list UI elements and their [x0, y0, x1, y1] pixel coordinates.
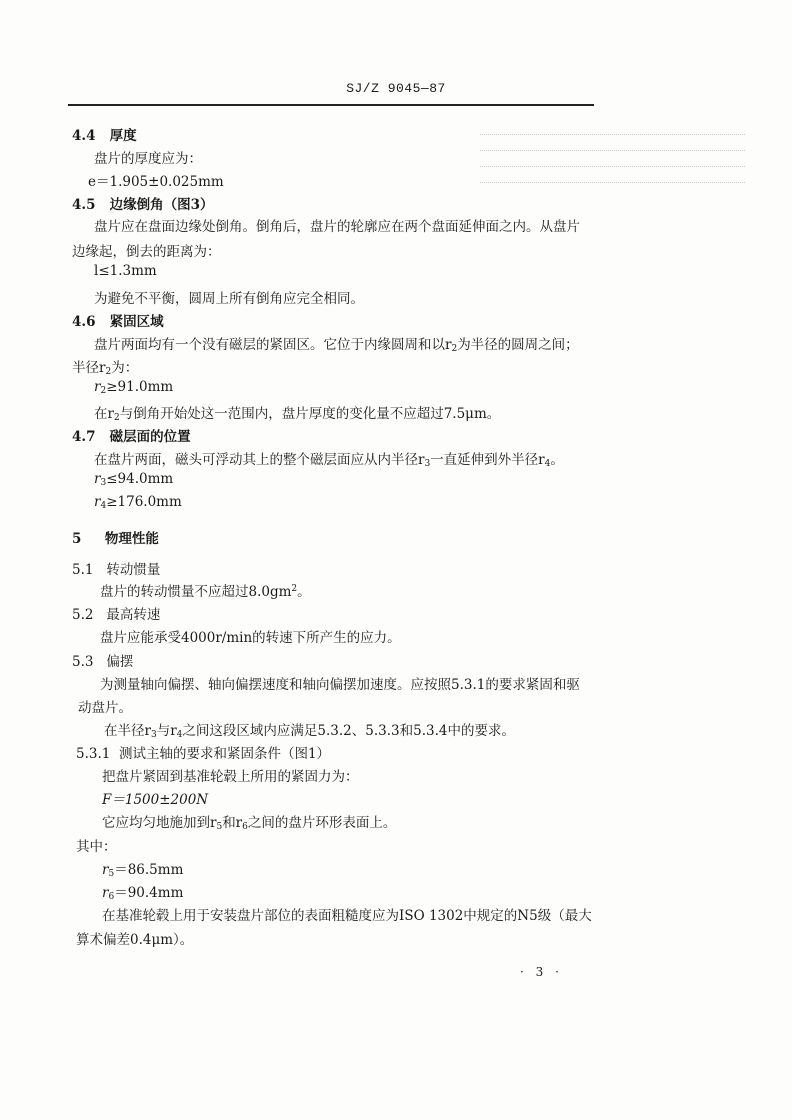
paragraph: 动盘片。: [78, 700, 132, 716]
header-rule: [68, 104, 594, 106]
section-heading-5-1: 5.1 转动惯量: [72, 562, 161, 578]
scan-artifact: [480, 166, 745, 167]
paragraph: 在基准轮毂上用于安装盘片部位的表面粗糙度应为ISO 1302中规定的N5级（最大: [102, 908, 592, 924]
scan-artifact: [480, 150, 745, 151]
formula: $r_3\le 94.0mm$: [94, 471, 174, 488]
paragraph: 在半径$r_3$与$r_4$之间这段区域内应满足5.3.2、5.3.3和5.3.4中的要求。: [104, 723, 515, 740]
section-heading-5-3-1: 5.3.1 测试主轴的要求和紧固条件（图1）: [76, 746, 331, 762]
section-heading-5-3: 5.3 偏摆: [72, 654, 134, 670]
paragraph: 半径$r_2$为：: [72, 360, 139, 377]
paragraph: 为测量轴向偏摆、轴向偏摆速度和轴向偏摆加速度。应按照5.3.1的要求紧固和驱: [100, 677, 580, 693]
paragraph: 为避免不平衡，圆周上所有倒角应完全相同。: [94, 291, 364, 307]
paragraph: 边缘起，倒去的距离为：: [72, 244, 221, 260]
page-number: · 3 ·: [520, 965, 563, 979]
formula: F＝1500±200N: [102, 792, 209, 808]
formula: e＝1.905±0.025mm: [88, 174, 224, 190]
formula: $r_6=90.4mm$: [102, 885, 184, 902]
paragraph: 它应均匀地施加到$r_5$和$r_6$之间的盘片环形表面上。: [102, 815, 397, 832]
paragraph: 盘片的厚度应为：: [94, 151, 202, 167]
paragraph: 盘片应能承受4000r/min的转速下所产生的应力。: [100, 630, 401, 646]
scan-artifact: [480, 182, 745, 183]
section-heading-4-5: 4.5 边缘倒角（图3）: [72, 197, 214, 213]
section-heading-5-2: 5.2 最高转速: [72, 607, 161, 623]
scan-artifact: [480, 134, 745, 135]
formula: $r_5=86.5mm$: [102, 862, 184, 879]
section-heading-4-4: 4.4 厚度: [72, 128, 137, 144]
paragraph: 盘片的转动惯量不应超过$8.0gm^2$。: [100, 584, 311, 600]
paragraph: 在$r_2$与倒角开始处这一范围内，盘片厚度的变化量不应超过7.5μm。: [94, 406, 501, 423]
section-heading-4-6: 4.6 紧固区域: [72, 314, 164, 330]
document-header: SJ/Z 9045—87: [346, 81, 446, 96]
paragraph: 盘片两面均有一个没有磁层的紧固区。它位于内缘圆周和以$r_2$为半径的圆周之间；: [94, 337, 579, 354]
formula: $r_4\ge 176.0mm$: [94, 494, 182, 511]
paragraph: 其中：: [76, 839, 117, 855]
paragraph: 盘片应在盘面边缘处倒角。倒角后，盘片的轮廓应在两个盘面延伸面之内。从盘片: [94, 219, 580, 235]
paragraph: 在盘片两面，磁头可浮动其上的整个磁层面应从内半径$r_3$一直延伸到外半径$r_4$。: [94, 452, 564, 469]
chapter-heading-5: 5 物理性能: [72, 531, 159, 547]
paragraph: 把盘片紧固到基准轮毂上所用的紧固力为：: [102, 769, 359, 785]
formula: $r_2\ge 91.0mm$: [94, 379, 174, 396]
formula: l≤1.3mm: [94, 263, 157, 279]
paragraph: 算术偏差0.4μm）。: [76, 932, 194, 948]
section-heading-4-7: 4.7 磁层面的位置: [72, 429, 191, 445]
